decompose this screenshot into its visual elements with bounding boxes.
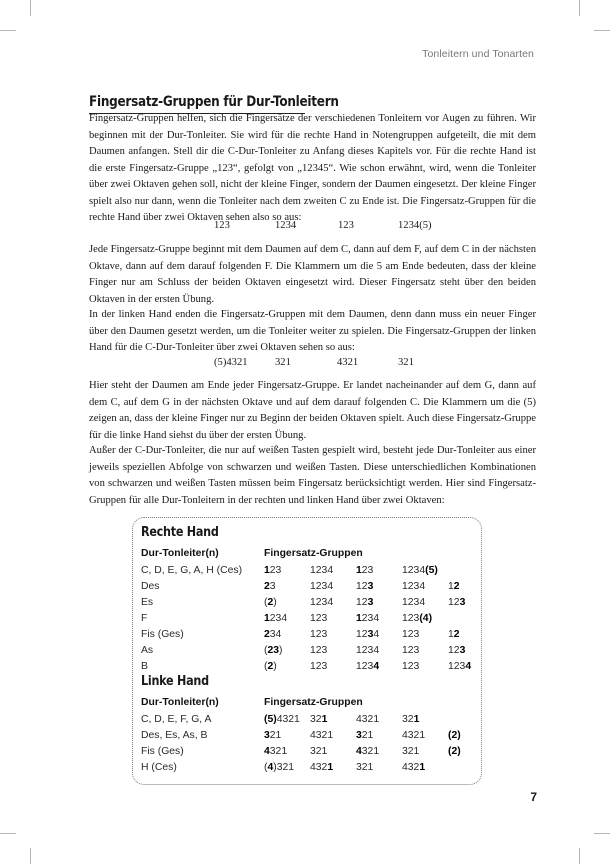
finger-number: 123 bbox=[448, 661, 466, 672]
finger-number-emphasis: 2 bbox=[264, 629, 270, 640]
crop-mark bbox=[594, 30, 610, 31]
finger-number: 123 bbox=[356, 661, 374, 672]
finger-number-emphasis: 3 bbox=[264, 730, 270, 741]
finger-number-emphasis: 1 bbox=[321, 714, 328, 725]
fingering-group bbox=[310, 760, 356, 776]
finger-number: 1 bbox=[448, 629, 454, 640]
fingering-group bbox=[448, 595, 486, 611]
table-row bbox=[141, 627, 486, 643]
finger-number-emphasis: 2 bbox=[264, 581, 270, 592]
table-row bbox=[141, 760, 486, 776]
finger-number-emphasis: 2 bbox=[267, 597, 274, 608]
fingering-group bbox=[402, 611, 448, 627]
fingering-group bbox=[356, 728, 402, 744]
fingering-group bbox=[264, 712, 310, 728]
finger-number: 234 bbox=[361, 613, 380, 624]
fingering-group bbox=[448, 627, 486, 643]
finger-number: 1234 bbox=[402, 565, 426, 576]
fingering-group: 1234 bbox=[275, 220, 297, 231]
finger-number: 123 bbox=[402, 613, 420, 624]
scale-name: Des bbox=[141, 581, 160, 592]
fingering-group bbox=[402, 712, 448, 728]
fingering-group bbox=[310, 627, 356, 643]
finger-number: 234 bbox=[269, 613, 288, 624]
finger-number: 4321 bbox=[356, 714, 380, 725]
scale-name: C, D, E, F, G, A bbox=[141, 714, 212, 725]
fingering-group bbox=[402, 627, 448, 643]
column-header-fingering: Fingersatz-Gruppen bbox=[264, 697, 363, 708]
fingering-group: (5)4321 bbox=[214, 357, 248, 368]
finger-number-emphasis: (2) bbox=[448, 730, 461, 741]
finger-number-emphasis: 2 bbox=[453, 581, 460, 592]
crop-mark bbox=[594, 833, 610, 834]
finger-number-emphasis: 2 bbox=[453, 629, 460, 640]
table-row bbox=[141, 643, 486, 659]
finger-number-emphasis: 4 bbox=[267, 762, 274, 773]
fingering-group bbox=[264, 728, 310, 744]
fingering-group bbox=[402, 595, 448, 611]
finger-number-emphasis: 4 bbox=[356, 746, 362, 757]
fingering-group bbox=[264, 563, 310, 579]
finger-number-emphasis: (2) bbox=[448, 746, 461, 757]
fingering-group bbox=[402, 579, 448, 595]
table-header-row bbox=[141, 694, 486, 712]
table-row bbox=[141, 611, 486, 627]
finger-number-emphasis: (5) bbox=[264, 714, 277, 725]
finger-number: 321 bbox=[269, 746, 288, 757]
scale-name: Es bbox=[141, 597, 154, 608]
finger-number-emphasis: 2 bbox=[267, 661, 274, 672]
fingering-group bbox=[264, 643, 310, 659]
fingering-group bbox=[448, 760, 486, 776]
crop-mark bbox=[0, 30, 16, 31]
fingering-group bbox=[448, 643, 486, 659]
finger-number: 321 bbox=[402, 746, 420, 757]
fingering-group bbox=[310, 563, 356, 579]
finger-number: 23 bbox=[269, 565, 282, 576]
finger-number-emphasis: (5) bbox=[425, 565, 438, 576]
fingering-group bbox=[402, 643, 448, 659]
finger-number: ) bbox=[279, 645, 283, 656]
finger-number-emphasis: 3 bbox=[367, 581, 374, 592]
finger-number-emphasis: 3 bbox=[459, 597, 466, 608]
finger-number: 4321 bbox=[310, 730, 334, 741]
finger-number: 12 bbox=[356, 581, 368, 592]
paragraph: Außer der C-Dur-Tonleiter, die nur auf weißen Tasten gespielt wird, besteht jede Dur-Tonleiter aus einer jeweils speziellen Abfolge von schwarzen und weißen Tasten. Diese unterschiedlichen Kombinationen von schwarzen und weißen Tasten müssen beim Fingersatz berücksichtigt werden. Hier sind Fingersatz-Gruppen für alle Dur-Tonleitern in der rechten und linken Hand über zwei Oktaven: bbox=[89, 445, 536, 506]
finger-number: 34 bbox=[269, 629, 282, 640]
fingering-group: 1234(5) bbox=[398, 220, 432, 231]
finger-number: 321 bbox=[361, 746, 380, 757]
fingering-group bbox=[264, 659, 310, 675]
finger-number: 123 bbox=[402, 645, 420, 656]
column-header-fingering: Fingersatz-Gruppen bbox=[264, 548, 363, 559]
table-row bbox=[141, 595, 486, 611]
fingering-group: 4321 bbox=[337, 357, 359, 368]
finger-number: 23 bbox=[361, 565, 374, 576]
fingering-group bbox=[402, 728, 448, 744]
fingering-group bbox=[264, 579, 310, 595]
fingering-group bbox=[310, 712, 356, 728]
fingering-group bbox=[310, 579, 356, 595]
right-hand-rows bbox=[141, 563, 486, 675]
finger-number-emphasis: 3 bbox=[367, 597, 374, 608]
fingering-group: 123 bbox=[214, 220, 230, 231]
fingering-group bbox=[356, 595, 402, 611]
finger-number: ( bbox=[264, 661, 268, 672]
finger-number: 32 bbox=[402, 714, 414, 725]
fingering-group bbox=[356, 627, 402, 643]
fingering-group bbox=[356, 579, 402, 595]
scale-name: C, D, E, G, A, H (Ces) bbox=[141, 565, 243, 576]
finger-number: 123 bbox=[310, 661, 328, 672]
fingering-group bbox=[402, 744, 448, 760]
fingering-group bbox=[310, 595, 356, 611]
table-row bbox=[141, 563, 486, 579]
column-header-scale: Dur-Tonleiter(n) bbox=[141, 697, 219, 708]
right-hand-fingering-line bbox=[0, 220, 610, 236]
fingering-group bbox=[448, 579, 486, 595]
fingering-group bbox=[264, 744, 310, 760]
fingering-group bbox=[356, 744, 402, 760]
scale-name: B bbox=[141, 661, 148, 672]
section-title: Fingersatz-Gruppen für Dur-Tonleitern bbox=[89, 94, 339, 110]
finger-number-emphasis: 1 bbox=[264, 565, 270, 576]
finger-number-emphasis: 1 bbox=[356, 613, 362, 624]
finger-number: 1234 bbox=[402, 597, 426, 608]
finger-number: 123 bbox=[310, 645, 328, 656]
page-number: 7 bbox=[530, 790, 537, 804]
fingering-group: 321 bbox=[398, 357, 414, 368]
finger-number-emphasis: 1 bbox=[327, 762, 334, 773]
finger-number: 4321 bbox=[276, 714, 300, 725]
finger-number: 4 bbox=[373, 629, 380, 640]
column-header-scale: Dur-Tonleiter(n) bbox=[141, 548, 219, 559]
left-hand-fingering-line bbox=[0, 357, 610, 373]
fingering-group bbox=[264, 595, 310, 611]
finger-number: 21 bbox=[269, 730, 282, 741]
finger-number: 4321 bbox=[402, 730, 426, 741]
finger-number-emphasis: 1 bbox=[413, 714, 420, 725]
finger-number-emphasis: 3 bbox=[459, 645, 466, 656]
finger-number: 432 bbox=[402, 762, 420, 773]
finger-number: 1234 bbox=[402, 581, 426, 592]
fingering-group bbox=[448, 611, 486, 627]
finger-number-emphasis: 3 bbox=[367, 629, 374, 640]
crop-mark bbox=[0, 833, 16, 834]
scale-name: Fis (Ges) bbox=[141, 629, 184, 640]
right-hand-table bbox=[141, 525, 486, 675]
table-header-row bbox=[141, 545, 486, 563]
finger-number: 1234 bbox=[310, 581, 334, 592]
left-hand-rows bbox=[141, 712, 486, 776]
fingering-group bbox=[448, 563, 486, 579]
fingering-group bbox=[356, 712, 402, 728]
finger-number-emphasis: (4) bbox=[419, 613, 433, 624]
right-hand-heading: Rechte Hand bbox=[141, 525, 219, 540]
paragraph: Fingersatz-Gruppen helfen, sich die Fingersätze der verschiedenen Tonleitern vor Augen zu führen. Wir beginnen mit der Dur-Tonleiter. Sie wird für die rechte Hand in Notengruppen aufgeteilt, die mit dem Daumen anfangen. Stell dir die C-Dur-Tonleiter zu Anfang dieses Kapitels vor. Für die rechte Hand ist die erste Fingersatz-Gruppe „123“, gefolgt von „12345“. Wie schon erwähnt, wird, wenn die Tonleiter über zwei Oktaven gehen soll, nicht der kleine Finger, sondern der Daumen eingesetzt. Der kleine Finger spielt also nur dann, wenn die Tonleiter nach dem zweiten C zu Ende ist. Die Fingersatz-Gruppen für die rechte Hand über zwei Oktaven sehen also so aus: bbox=[89, 113, 536, 223]
fingering-group bbox=[310, 643, 356, 659]
finger-number-emphasis: 4 bbox=[264, 746, 270, 757]
fingering-group bbox=[356, 563, 402, 579]
fingering-group: 123 bbox=[338, 220, 354, 231]
finger-number: 321 bbox=[310, 746, 328, 757]
crop-mark bbox=[30, 0, 31, 16]
fingering-group bbox=[448, 659, 486, 675]
paragraph: Jede Fingersatz-Gruppe beginnt mit dem Daumen auf dem C, dann auf dem F, auf dem C in der nächsten Oktave, dann auf dem darauf folgenden F. Die Klammern um die 5 am Ende bedeuten, dass der kleine Finger nur am Schluss der beiden Oktaven eingesetzt wird. Dieser Fingersatz steht über den beiden Oktaven in der ersten Übung. bbox=[89, 244, 536, 305]
fingering-group bbox=[356, 643, 402, 659]
finger-number: ( bbox=[264, 762, 268, 773]
finger-number-emphasis: 1 bbox=[419, 762, 426, 773]
finger-number: 123 bbox=[402, 661, 420, 672]
fingering-group bbox=[356, 760, 402, 776]
fingering-group bbox=[264, 611, 310, 627]
finger-number: ) bbox=[273, 597, 277, 608]
finger-number: 12 bbox=[448, 645, 460, 656]
fingering-group bbox=[310, 659, 356, 675]
finger-number: 123 bbox=[402, 629, 420, 640]
fingering-group bbox=[448, 712, 486, 728]
fingering-group bbox=[448, 728, 486, 744]
finger-number: 1234 bbox=[356, 645, 380, 656]
finger-number: 12 bbox=[356, 629, 368, 640]
paragraph: Hier steht der Daumen am Ende jeder Fingersatz-Gruppe. Er landet nacheinander auf dem G, dann auf dem C, auf dem G in der nächsten Oktave und auf dem darauf folgenden C. Die Klammern um die (5) zeigen an, dass der kleine Finger nur zu Beginn der beiden Oktaven spielt. Auch diese Fingersatz-Gruppe für die linke Hand siehst du über der ersten Übung. bbox=[89, 380, 536, 441]
fingering-group bbox=[402, 760, 448, 776]
table-row bbox=[141, 712, 486, 728]
finger-number: 432 bbox=[310, 762, 328, 773]
finger-number: 12 bbox=[448, 597, 460, 608]
paragraph: In der linken Hand enden die Fingersatz-Gruppen mit dem Daumen, denn dann muss ein neuer Finger über den Daumen gesetzt werden, um die Tonleiter weiter zu spielen. Die Fingersatz-Gruppen der linken Hand für die C-Dur-Tonleiter über zwei Oktaven sehen so aus: bbox=[89, 309, 536, 353]
finger-number: ) bbox=[273, 661, 277, 672]
finger-number-emphasis: 1 bbox=[356, 565, 362, 576]
fingering-group bbox=[310, 728, 356, 744]
finger-number: ( bbox=[264, 645, 268, 656]
finger-number: 1234 bbox=[310, 565, 334, 576]
scale-name: F bbox=[141, 613, 148, 624]
finger-number: 21 bbox=[361, 730, 374, 741]
finger-number: 1 bbox=[448, 581, 454, 592]
left-hand-heading: Linke Hand bbox=[141, 674, 209, 689]
left-hand-table bbox=[141, 674, 486, 776]
table-row bbox=[141, 744, 486, 760]
finger-number: 32 bbox=[310, 714, 322, 725]
finger-number-emphasis: 3 bbox=[356, 730, 362, 741]
fingering-group bbox=[356, 611, 402, 627]
scale-name: Fis (Ges) bbox=[141, 746, 184, 757]
finger-number: 12 bbox=[356, 597, 368, 608]
finger-number-emphasis: 1 bbox=[264, 613, 270, 624]
fingering-group: 321 bbox=[275, 357, 291, 368]
crop-mark bbox=[579, 0, 580, 16]
crop-mark bbox=[30, 848, 31, 864]
scale-name: Des, Es, As, B bbox=[141, 730, 208, 741]
finger-number-emphasis: 4 bbox=[465, 661, 472, 672]
table-row bbox=[141, 728, 486, 744]
finger-number: 123 bbox=[310, 629, 328, 640]
finger-number: 1234 bbox=[310, 597, 334, 608]
finger-number-emphasis: 23 bbox=[267, 645, 280, 656]
crop-mark bbox=[579, 848, 580, 864]
finger-number: ( bbox=[264, 597, 268, 608]
running-head: Tonleitern und Tonarten bbox=[422, 48, 534, 60]
finger-number: 321 bbox=[356, 762, 374, 773]
scale-name: As bbox=[141, 645, 154, 656]
fingering-group bbox=[356, 659, 402, 675]
finger-number: 3 bbox=[269, 581, 276, 592]
finger-number: )321 bbox=[273, 762, 295, 773]
finger-number-emphasis: 4 bbox=[373, 661, 380, 672]
fingering-group bbox=[310, 611, 356, 627]
table-row bbox=[141, 659, 486, 675]
fingering-group bbox=[402, 659, 448, 675]
table-row bbox=[141, 579, 486, 595]
fingering-group bbox=[264, 627, 310, 643]
fingering-group bbox=[264, 760, 310, 776]
fingering-group bbox=[448, 744, 486, 760]
fingering-group bbox=[402, 563, 448, 579]
fingering-group bbox=[310, 744, 356, 760]
finger-number: 123 bbox=[310, 613, 328, 624]
scale-name: H (Ces) bbox=[141, 762, 177, 773]
